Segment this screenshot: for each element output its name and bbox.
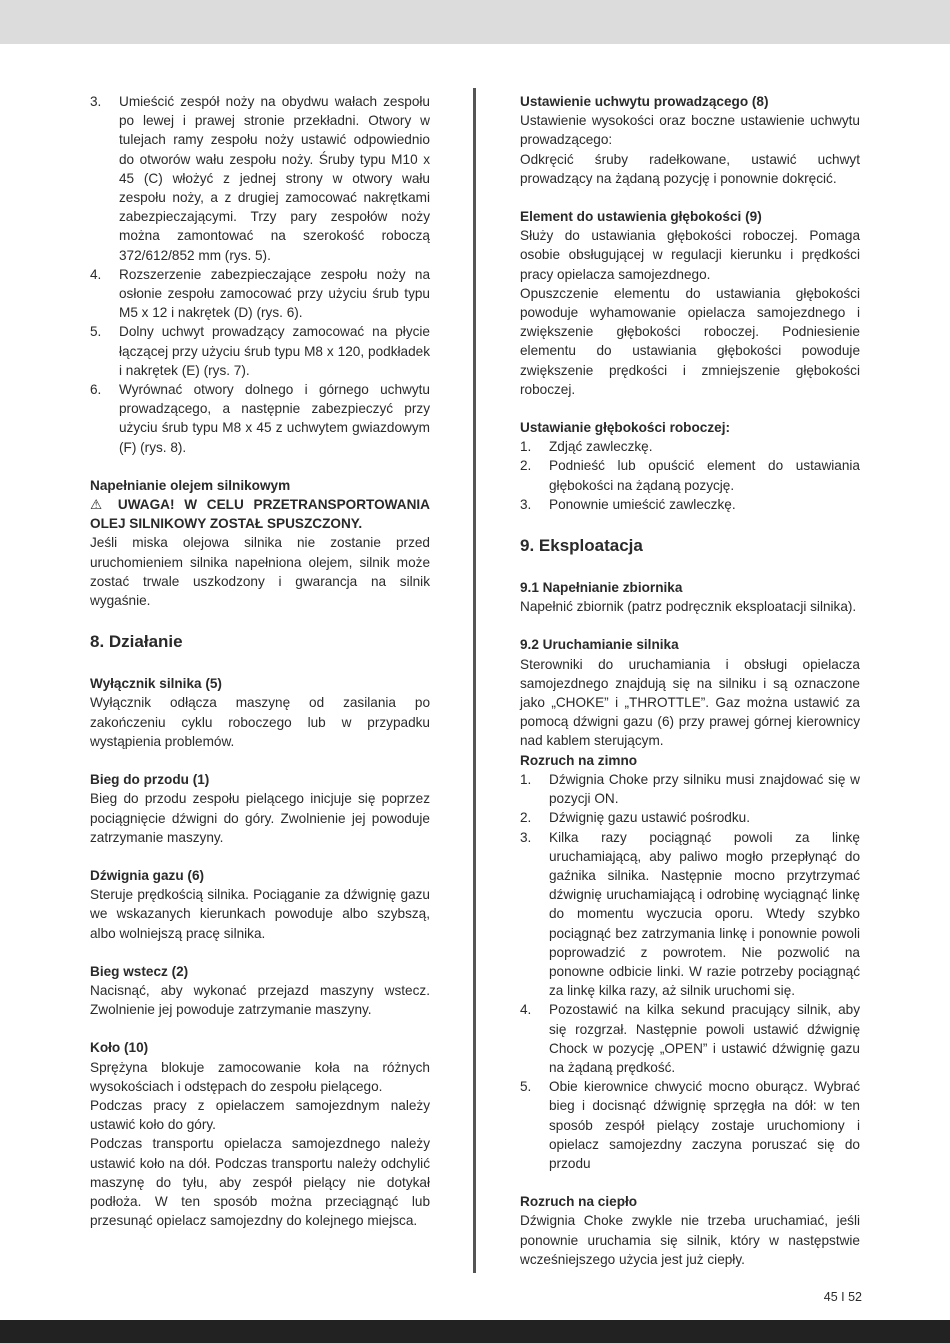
list-item: 3. Umieścić zespół noży na obydwu wałach zespołu po lewej i prawej stronie przekładni. Otwory w tulejach ramy zespołu noży ustawić odpowiednio do otworów wału zespołu noży. Śruby typu M10 x 45 (C) włożyć z jednej strony w otwory wału zespołu noży, a z drugiej zamocować nakrętkami zabezpieczającymi. Trzy pary zespołów noży można zamontować na szerokość roboczą 372/612/852 mm (rys. 5). — [90, 94, 430, 263]
warning-triangle-icon: ⚠ — [90, 497, 109, 513]
list-item: 5. Obie kierownice chwycić mocno oburącz. Wybrać bieg i docisnąć dźwignię sprzęgła na dół: w ten sposób zespół pielący zostaje uruchomiony i opielacz samojezdny zaczyna poruszać się do przodu — [520, 1079, 860, 1171]
left-column — [90, 92, 430, 1230]
handle-text-1: Ustawienie wysokości oraz boczne ustawienie uchwytu prowadzącego: — [520, 113, 860, 148]
header-band — [0, 0, 950, 44]
reverse-heading: Bieg wstecz (2) — [90, 963, 189, 979]
list-item: 2. Podnieść lub opuścić element do ustawiania głębokości na żądaną pozycję. — [520, 458, 860, 493]
switch-heading: Wyłącznik silnika (5) — [90, 676, 222, 692]
list-item: 3. Ponownie umieścić zawleczkę. — [520, 496, 736, 512]
oil-text: Jeśli miska olejowa silnika nie zostanie przed uruchomieniem silnika napełniona olejem, silnik może zostać trwale uszkodzony i gwarancja na silnik wygaśnie. — [90, 535, 430, 609]
tank-heading: 9.1 Napełnianie zbiornika — [520, 580, 683, 596]
wheel-text-2: Podczas pracy z opielaczem samojezdnym należy ustawić koło do góry. — [90, 1097, 430, 1133]
throttle-text: Steruje prędkością silnika. Pociąganie za dźwignię gazu we wskazanych kierunkach powoduje albo szybszą, albo wolniejszą pracę silnika. — [90, 887, 430, 941]
depth-text-2: Opuszczenie elementu do ustawiania głębokości powoduje wyhamowanie opielacza samojezdnego i zwiększenie głębokości roboczej. Podniesienie elementu do ustawiania głębokości powoduje zwiększenie prędkości i zmniejszenie głębokości roboczej. — [520, 285, 860, 397]
list-item: 2. Dźwignię gazu ustawić pośrodku. — [520, 810, 750, 826]
wheel-text-3: Podczas transportu opielacza samojezdnego należy ustawić koło na dół. Podczas transportu należy odchylić maszynę do tyłu, aby zespół pielący nie dotykał podłoża. W ten sposób można przeciągnąć lub przesunąć opielacz samojezdny do kolejnego miejsca. — [90, 1136, 430, 1229]
list-item: 6. Wyrównać otwory dolnego i górnego uchwytu prowadzącego, a następnie zabezpieczyć przy użyciu śrub typu M8 x 45 z uchwytem gwiazdowym (F) (rys. 8). — [90, 382, 430, 455]
work-depth-heading: Ustawianie głębokości roboczej: — [520, 420, 730, 436]
forward-text: Bieg do przodu zespołu pielącego inicjuje się poprzez pociągnięcie dźwigni do góry. Zwolnienie jej powoduje zatrzymanie maszyny. — [90, 791, 430, 845]
depth-heading: Element do ustawienia głębokości (9) — [520, 209, 762, 225]
cold-start-steps-list — [520, 770, 860, 1173]
depth-text-1: Służy do ustawiania głębokości roboczej. Pomaga osobie obsługującej w regulacji kierunku i prędkości pracy opielacza samojezdnego. — [520, 228, 860, 282]
list-item: 5. Dolny uchwyt prowadzący zamocować na płycie łączącej przy użyciu śrub typu M8 x 120, podkładek i nakrętek (E) (rys. 7). — [90, 324, 430, 378]
wheel-heading: Koło (10) — [90, 1040, 149, 1056]
cold-start-heading: Rozruch na zimno — [520, 752, 638, 768]
start-heading: 9.2 Uruchamianie silnika — [520, 637, 679, 653]
section-8-title: 8. Działanie — [90, 632, 183, 652]
work-depth-steps-list — [520, 437, 860, 514]
warm-start-heading: Rozruch na ciepło — [520, 1194, 638, 1210]
list-item: 1. Dźwignia Choke przy silniku musi znajdować się w pozycji ON. — [520, 771, 860, 807]
list-item: 4. Pozostawić na kilka sekund pracujący silnik, aby się rozgrzał. Następnie powoli ustawić dźwignię Chock w pozycję „OPEN” i ustawić dźwignię gazu na żądaną prędkość. — [520, 1002, 860, 1075]
list-item: 3. Kilka razy pociągnąć powoli za linkę uruchamiającą, aby paliwo mogło przepłynąć do gaźnika silnika. Następnie mocno przytrzymać dźwignię uruchamiającą i odrobinę wyciągnąć linkę do momentu wyczucia oporu. Wtedy szybko pociągnąć bez zatrzymania linkę i ponownie powoli poprowadzić z powrotem. Nie pozwolić na ponowne odbicie linki. W razie potrzeby pociągnąć za linkę kilka razy, aż silnik uruchomi się. — [520, 829, 860, 999]
page-number: 45 I 52 — [823, 1290, 862, 1304]
oil-warning: ⚠ UWAGA! W CELU PRZETRANSPORTOWANIA OLEJ SILNIKOWY ZOSTAŁ SPUSZCZONY. — [90, 497, 430, 532]
footer-band — [0, 1320, 950, 1343]
column-divider — [473, 88, 476, 1273]
start-text: Sterowniki do uruchamiania i obsługi opielacza samojezdnego znajdują się na silniku i są oznaczone jako „CHOKE” i „THROTTLE”. Gaz można ustawić za pomocą dźwigni gazu (6) przy prawej górnej kierownicy nad kablem sterującym. — [520, 656, 860, 749]
wheel-text-1: Sprężyna blokuje zamocowanie koła na różnych wysokościach i odstępach do zespołu pielącego. — [90, 1059, 430, 1094]
handle-heading: Ustawienie uchwytu prowadzącego (8) — [520, 94, 769, 109]
switch-text: Wyłącznik odłącza maszynę od zasilania po zakończeniu cyklu roboczego lub w przypadku wystąpienia problemów. — [90, 695, 430, 749]
oil-heading: Napełnianie olejem silnikowym — [90, 477, 291, 493]
list-item: 4. Rozszerzenie zabezpieczające zespołu noży na osłonie zespołu zamocować przy użyciu śrub typu M5 x 12 i nakrętek (D) (rys. 6). — [90, 266, 430, 321]
tank-text: Napełnić zbiornik (patrz podręcznik eksploatacji silnika). — [520, 599, 857, 615]
reverse-text: Nacisnąć, aby wykonać przejazd maszyny wstecz. Zwolnienie jej powoduje zatrzymanie maszyny. — [90, 982, 430, 1018]
throttle-heading: Dźwignia gazu (6) — [90, 867, 205, 883]
warm-start-text: Dźwignia Choke zwykle nie trzeba uruchamiać, jeśli ponownie uruchamia się silnik, który w następstwie wcześniejszego użycia jest już ciepły. — [520, 1213, 860, 1267]
assembly-steps-list — [90, 92, 430, 457]
forward-heading: Bieg do przodu (1) — [90, 772, 210, 788]
section-9-title: 9. Eksploatacja — [520, 536, 643, 556]
handle-text-2: Odkręcić śruby radełkowane, ustawić uchwyt prowadzący na żądaną pozycję i ponownie dokręcić. — [520, 151, 860, 186]
list-item: 1. Zdjąć zawleczkę. — [520, 439, 653, 455]
right-column — [520, 92, 860, 1269]
